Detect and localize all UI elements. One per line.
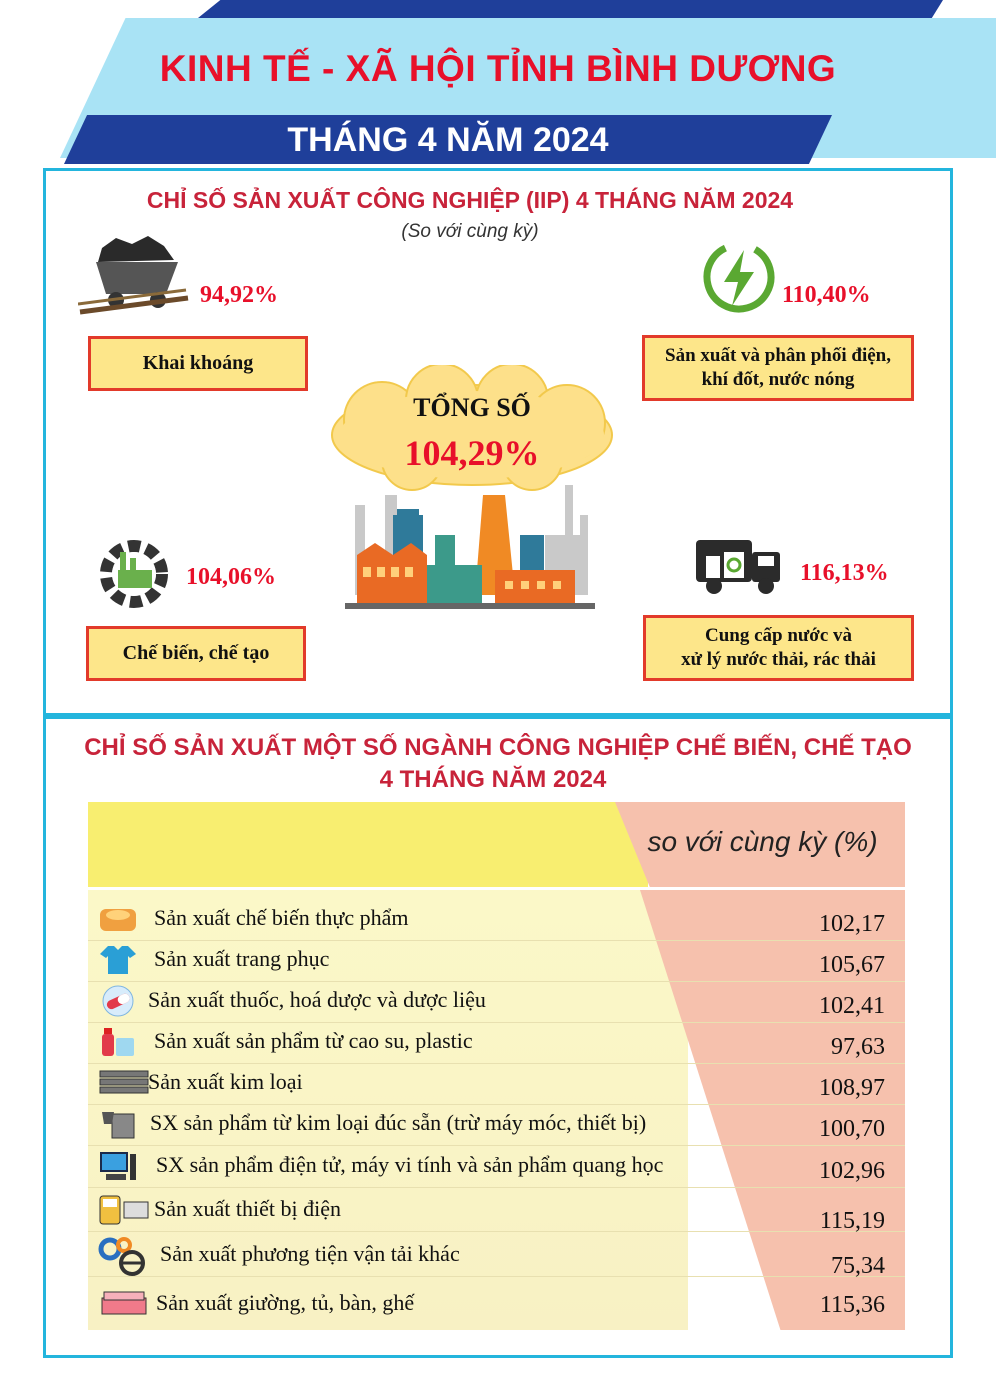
pill-icon [98, 985, 138, 1017]
garbage-truck-icon [694, 532, 786, 598]
plastic-bottle-icon [98, 1026, 138, 1058]
table-row: Sản xuất sản phẩm từ cao su, plastic 97,63 [88, 1022, 905, 1064]
lightning-icon [700, 236, 778, 318]
factory-illustration [345, 475, 595, 615]
table-row: Sản xuất phương tiện vận tải khác 75,34 [88, 1235, 905, 1277]
steel-pipes-icon [98, 1067, 150, 1099]
iip-subtitle: (So với cùng kỳ) [401, 221, 539, 242]
water-value: 116,13% [800, 560, 889, 586]
table-row: Sản xuất giường, tủ, bàn, ghế 115,36 [88, 1284, 905, 1325]
table-header-left [88, 802, 648, 887]
table-title-line1: CHỈ SỐ SẢN XUẤT MỘT SỐ NGÀNH CÔNG NGHIỆP CHẾ BIẾN, CHẾ TẠO [84, 734, 912, 761]
table-row: SX sản phẩm điện tử, máy vi tính và sản phẩm quang học 102,96 [88, 1146, 905, 1188]
bed-icon [98, 1288, 150, 1320]
electric-meter-icon [98, 1194, 150, 1226]
computer-icon [98, 1150, 138, 1182]
metal-part-icon [98, 1108, 138, 1140]
page-title: KINH TẾ - XÃ HỘI TỈNH BÌNH DƯƠNG [159, 48, 837, 89]
table-row: Sản xuất kim loại 108,97 [88, 1063, 905, 1105]
table-column-header: so với cùng kỳ (%) [647, 826, 878, 857]
total-label: TỔNG SỐ [413, 393, 531, 422]
table-row: Sản xuất chế biến thực phẩm 102,17 [88, 899, 905, 941]
iip-title: CHỈ SỐ SẢN XUẤT CÔNG NGHIỆP (IIP) 4 THÁNG NĂM 2024 [146, 187, 794, 213]
water-label [643, 615, 914, 681]
manufacturing-label: Chế biến, chế tạo [86, 626, 306, 681]
total-value: 104,29% [404, 433, 540, 473]
header-top-stripe [198, 0, 943, 18]
electricity-label-line2: khí đốt, nước nóng [701, 369, 855, 390]
shirt-icon [98, 944, 138, 976]
bread-icon [98, 903, 138, 935]
table-title-line2: 4 THÁNG NĂM 2024 [379, 766, 607, 793]
table-row: SX sản phẩm từ kim loại đúc sẵn (trừ máy móc, thiết bị) 100,70 [88, 1104, 905, 1146]
gear-factory-icon [94, 534, 174, 614]
mining-value: 94,92% [200, 282, 278, 308]
water-label-line1: Cung cấp nước và [704, 625, 853, 647]
water-label-line2: xử lý nước thải, rác thải [681, 649, 876, 670]
table-row: Sản xuất thiết bị điện 115,19 [88, 1190, 905, 1232]
month-label: THÁNG 4 NĂM 2024 [287, 121, 609, 159]
electricity-value: 110,40% [782, 282, 871, 308]
table-row: Sản xuất trang phục 105,67 [88, 940, 905, 982]
mining-label: Khai khoáng [88, 336, 308, 391]
mining-cart-icon [78, 228, 190, 318]
electricity-label [642, 335, 914, 401]
electricity-label-line1: Sản xuất và phân phối điện, [665, 345, 891, 367]
steering-wheel-icon [98, 1237, 150, 1277]
table-row: Sản xuất thuốc, hoá dược và dược liệu 102,41 [88, 981, 905, 1023]
manufacturing-value: 104,06% [186, 564, 276, 590]
